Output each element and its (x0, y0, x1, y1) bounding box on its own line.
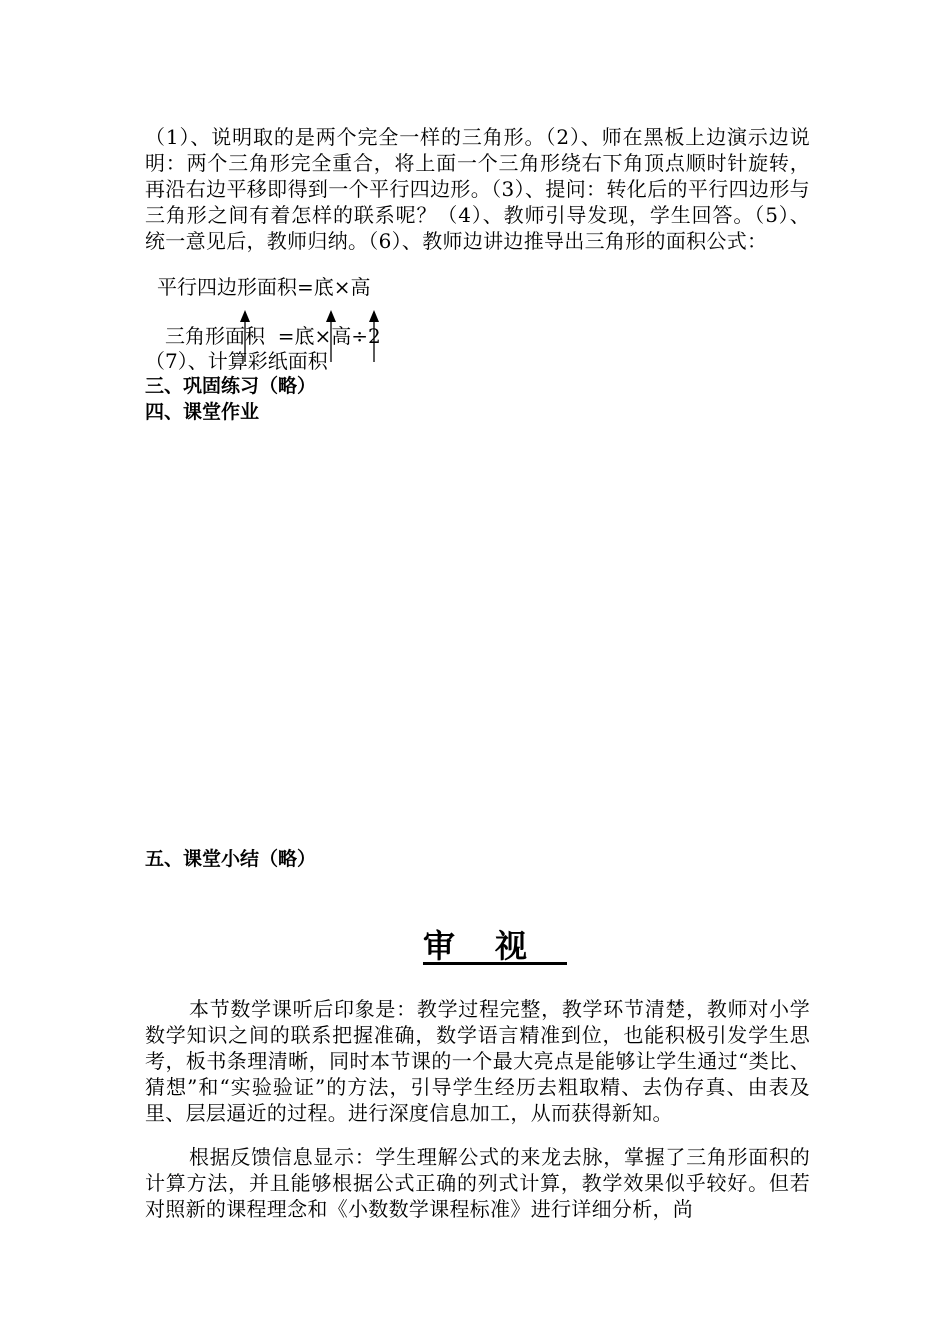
review-paragraph-2: 根据反馈信息显示：学生理解公式的来龙去脉，掌握了三角形面积的计算方法，并且能够根据公式正确的列式计算，教学效果似乎较好。但若对照新的课程理念和《小数数学课程标准》进行详细分析，尚 (145, 1145, 810, 1221)
intro-paragraph: （1）、说明取的是两个完全一样的三角形。（2）、师在黑板上边演示边说明：两个三角形完全重合，将上面一个三角形绕右下角顶点顺时针旋转，再沿右边平移即得到一个平行四边形。（3）、提问：转化后的平行四边形与三角形之间有着怎样的联系呢？（4）、教师引导发现，学生回答。（5）、统一意见后，教师归纳。（6）、教师边讲边推导出三角形的面积公式： (145, 125, 810, 253)
formula-triangle: 三角形面积 =底×高÷2 (165, 324, 381, 348)
heading-summary: 五、课堂小结（略） (145, 848, 317, 870)
heading-homework: 四、课堂作业 (145, 401, 260, 423)
formula-parallelogram: 平行四边形面积=底×高 (157, 275, 371, 299)
heading-consolidation: 三、巩固练习（略） (145, 375, 317, 397)
review-title (0, 924, 950, 968)
review-paragraph-1: 本节数学课听后印象是：教学过程完整，教学环节清楚，教师对小学数学知识之间的联系把握准确，数学语言精准到位，也能积极引发学生思考，板书条理清晰，同时本节课的一个最大亮点是能够让学生通过“类比、猜想”和“实验验证”的方法，引导学生经历去粗取精、去伪存真、由表及里、层层逼近的过程。进行深度信息加工，从而获得新知。 (145, 997, 810, 1125)
review-title-text: 审视 (422, 927, 567, 965)
step-7: （7）、计算彩纸面积 (145, 349, 328, 373)
